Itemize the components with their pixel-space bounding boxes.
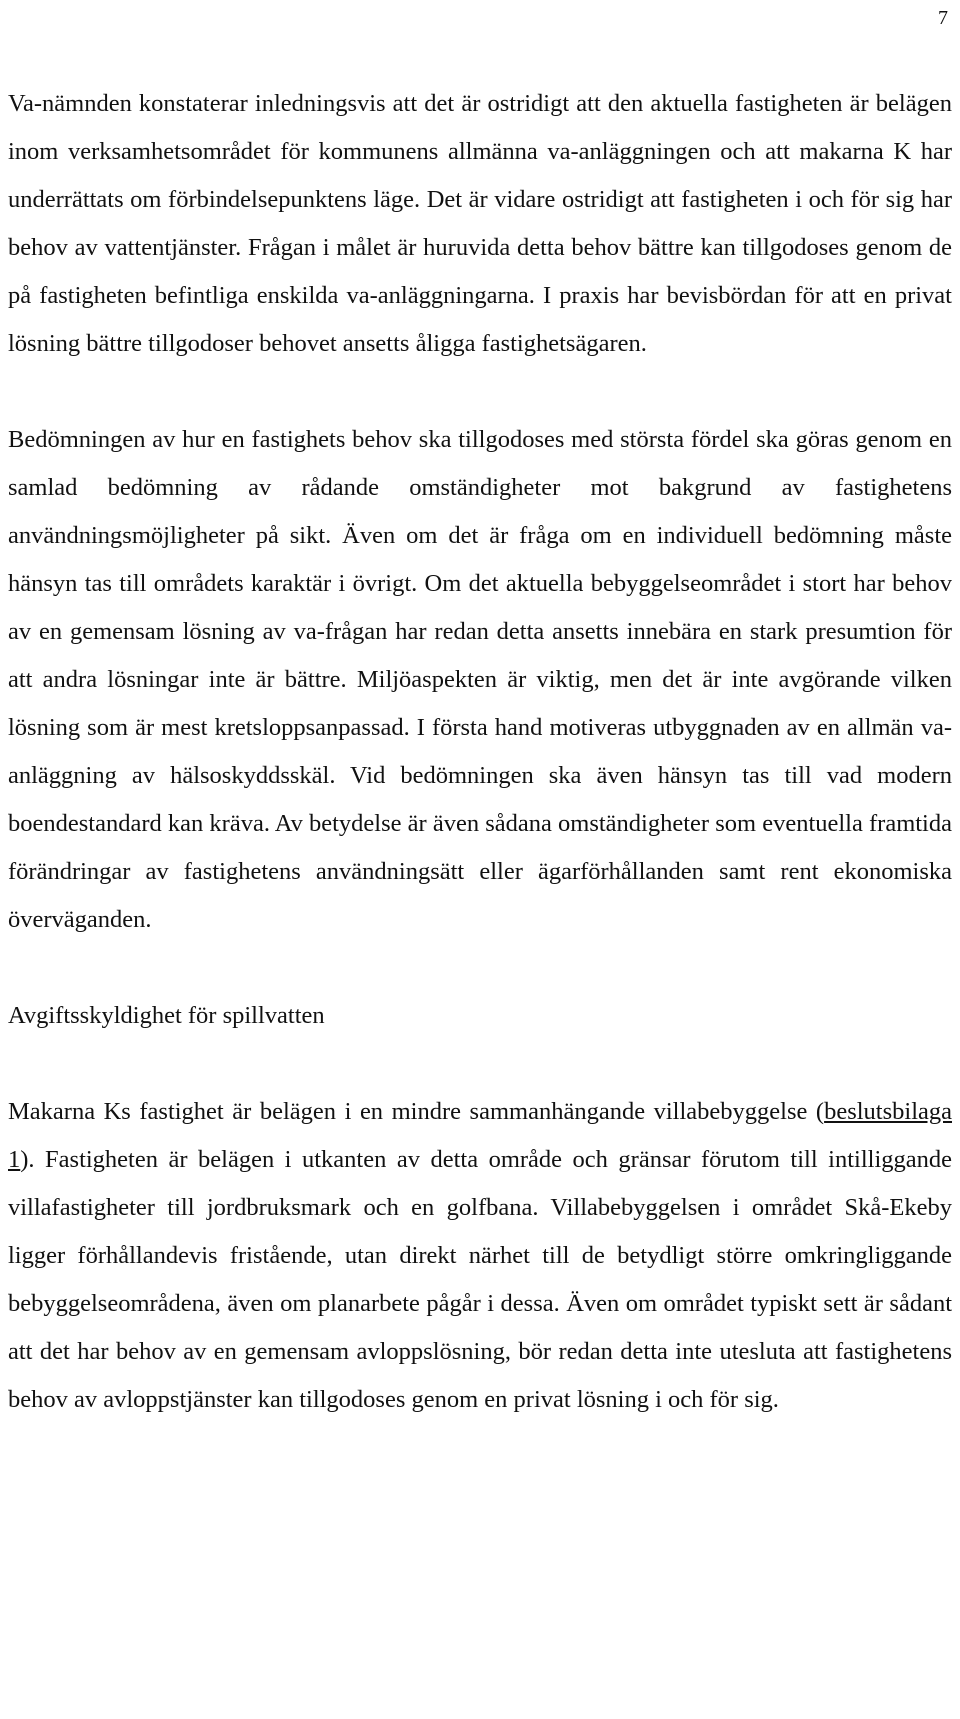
paragraph-property-location	[8, 1088, 952, 1424]
paragraph-text-end: ). Fastigheten är belägen i utkanten av detta område och gränsar förutom till intilliggande villafastigheter till jordbruksmark och en golfbana. Villabebyggelsen i området Skå-Ekeby ligger förhållandevis fristående, utan direkt närhet till de betydligt större omkringliggande bebyggelseområdena, även om planarbete pågår i dessa. Även om området typiskt sett är sådant att det har behov av en gemensam avloppslösning, bör redan detta inte utesluta att fastighetens behov av avloppstjänster kan tillgodoses genom en privat lösning i och för sig.	[8, 1146, 952, 1413]
paragraph-text-start: Makarna Ks fastighet är belägen i en mindre sammanhängande villabebyggelse (	[8, 1098, 825, 1125]
paragraph-assessment-criteria: Bedömningen av hur en fastighets behov ska tillgodoses med största fördel ska göras genom en samlad bedömning av rådande omständigheter mot bakgrund av fastighetens användningsmöjligheter på sikt. Även om det är fråga om en individuell bedömning måste hänsyn tas till områdets karaktär i övrigt. Om det aktuella bebyggelseområdet i stort har behov av en gemensam lösning av va-frågan har redan detta ansetts innebära en stark presumtion för att andra lösningar inte är bättre. Miljöaspekten är viktig, men det är inte avgörande vilken lösning som är mest kretsloppsanpassad. I första hand motiveras utbyggnaden av en allmän va-anläggning av hälsoskyddsskäl. Vid bedömningen ska även hänsyn tas till vad modern boendestandard kan kräva. Av betydelse är även sådana omständigheter som eventuella framtida förändringar av fastighetens användningsätt eller ägarförhållanden samt rent ekonomiska överväganden.	[8, 426, 952, 933]
page-number: 7	[938, 7, 948, 29]
attachment-link[interactable]: beslutsbilaga 1	[8, 1098, 952, 1173]
document-body	[8, 80, 952, 1424]
section-heading: Avgiftsskyldighet för spillvatten	[8, 1002, 325, 1029]
paragraph-assessment-intro: Va-nämnden konstaterar inledningsvis att det är ostridigt att den aktuella fastigheten är belägen inom verksamhetsområdet för kommunens allmänna va-anläggningen och att makarna K har underrättats om förbindelsepunktens läge. Det är vidare ostridigt att fastigheten i och för sig har behov av vattentjänster. Frågan i målet är huruvida detta behov bättre kan tillgodoses genom de på fastigheten befintliga enskilda va-anläggningarna. I praxis har bevisbördan för att en privat lösning bättre tillgodoser behovet ansetts åligga fastighetsägaren.	[8, 90, 952, 357]
